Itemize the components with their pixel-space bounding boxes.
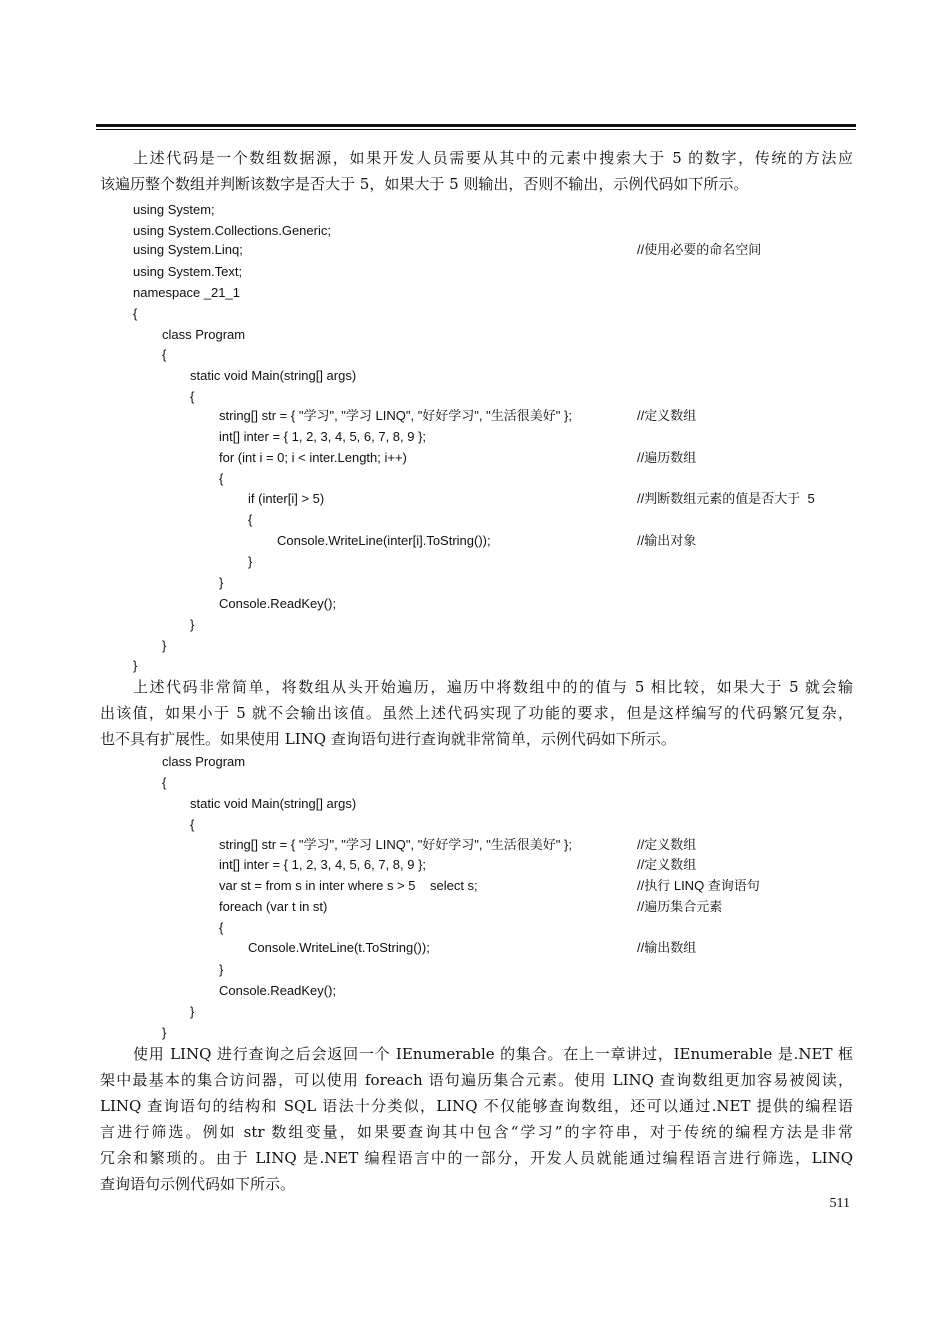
code-line: int[] inter = { 1, 2, 3, 4, 5, 6, 7, 8, 9 }; (219, 857, 427, 872)
code-line: } (133, 658, 138, 673)
code-line: { (219, 920, 224, 935)
code-line: { (219, 471, 224, 486)
code-comment: //遍历集合元素 (637, 899, 723, 914)
code-line: { (162, 347, 167, 362)
code-line: } (162, 1025, 167, 1040)
code-line: { (133, 306, 138, 321)
code-line: } (190, 617, 195, 632)
code-line: static void Main(string[] args) (190, 368, 357, 383)
code-line: if (inter[i] > 5) (248, 491, 325, 506)
code-comment: //定义数组 (637, 408, 697, 423)
paragraph-line: 查询语句示例代码如下所示。 (100, 1175, 296, 1193)
code-line: static void Main(string[] args) (190, 796, 357, 811)
code-line: } (219, 575, 224, 590)
paragraph-line: 使用 LINQ 进行查询之后会返回一个 IEnumerable 的集合。在上一章讲过，IEnumerable 是.NET 框 (133, 1045, 853, 1063)
paragraph-line: 上述代码是一个数组数据源，如果开发人员需要从其中的元素中搜索大于 5 的数字，传统的方法应 (133, 149, 853, 167)
code-line: Console.ReadKey(); (219, 596, 337, 611)
paragraph-line: 架中最基本的集合访问器，可以使用 foreach 语句遍历集合元素。使用 LINQ 查询数组更加容易被阅读， (100, 1071, 853, 1089)
code-line: foreach (var t in st) (219, 899, 328, 914)
code-comment: //使用必要的命名空间 (637, 242, 762, 257)
code-comment: //定义数组 (637, 837, 697, 852)
paragraph-line: 冗余和繁琐的。由于 LINQ 是.NET 编程语言中的一部分，开发人员就能通过编程语言进行筛选，LINQ (100, 1149, 853, 1167)
top-rule-thin (96, 129, 856, 130)
code-comment: //输出对象 (637, 533, 697, 548)
code-line: using System; (133, 202, 215, 217)
paragraph-line: 出该值，如果小于 5 就不会输出该值。虽然上述代码实现了功能的要求，但是这样编写的代码繁冗复杂， (100, 704, 853, 722)
code-line: class Program (162, 327, 246, 342)
code-comment: //定义数组 (637, 857, 697, 872)
code-line: } (190, 1004, 195, 1019)
code-line: var st = from s in inter where s > 5 select s; (219, 878, 478, 893)
code-line: using System.Text; (133, 264, 243, 279)
paragraph-line: 该遍历整个数组并判断该数字是否大于 5，如果大于 5 则输出，否则不输出，示例代码如下所示。 (100, 175, 749, 193)
paragraph-1 (100, 145, 853, 197)
code-line: } (219, 962, 224, 977)
code-comment: //判断数组元素的值是否大于 5 (637, 491, 815, 506)
top-rule-thick (96, 124, 856, 127)
code-line: Console.WriteLine(t.ToString()); (248, 940, 430, 955)
paragraph-line: LINQ 查询语句的结构和 SQL 语法十分类似，LINQ 不仅能够查询数组，还可以通过.NET 提供的编程语 (100, 1097, 853, 1115)
code-line: string[] str = { "学习", "学习 LINQ", "好好学习", "生活很美好" }; (219, 837, 572, 852)
code-line: using System.Linq; (133, 242, 243, 257)
code-line: class Program (162, 754, 246, 769)
code-comment: //输出数组 (637, 940, 697, 955)
code-comment: //遍历数组 (637, 450, 697, 465)
code-line: Console.WriteLine(inter[i].ToString()); (277, 533, 491, 548)
code-line: } (162, 638, 167, 653)
code-line: } (248, 554, 253, 569)
code-line: string[] str = { "学习", "学习 LINQ", "好好学习", "生活很美好" }; (219, 408, 572, 423)
code-line: Console.ReadKey(); (219, 983, 337, 998)
paragraph-line: 言进行筛选。例如 str 数组变量，如果要查询其中包含“学习”的字符串，对于传统的编程方法是非常 (100, 1123, 853, 1141)
paragraph-2 (100, 674, 853, 752)
code-line: namespace _21_1 (133, 285, 240, 300)
code-line: { (162, 775, 167, 790)
code-line: { (248, 512, 253, 527)
code-line: { (190, 817, 195, 832)
code-comment: //执行 LINQ 查询语句 (637, 878, 760, 893)
page-number: 511 (829, 1196, 850, 1211)
code-line: using System.Collections.Generic; (133, 223, 331, 238)
paragraph-line: 也不具有扩展性。如果使用 LINQ 查询语句进行查询就非常简单，示例代码如下所示。 (100, 730, 676, 748)
paragraph-3 (100, 1041, 853, 1197)
code-line: int[] inter = { 1, 2, 3, 4, 5, 6, 7, 8, 9 }; (219, 429, 427, 444)
code-line: { (190, 389, 195, 404)
code-line: for (int i = 0; i < inter.Length; i++) (219, 450, 407, 465)
paragraph-line: 上述代码非常简单，将数组从头开始遍历，遍历中将数组中的的值与 5 相比较，如果大于 5 就会输 (133, 678, 853, 696)
